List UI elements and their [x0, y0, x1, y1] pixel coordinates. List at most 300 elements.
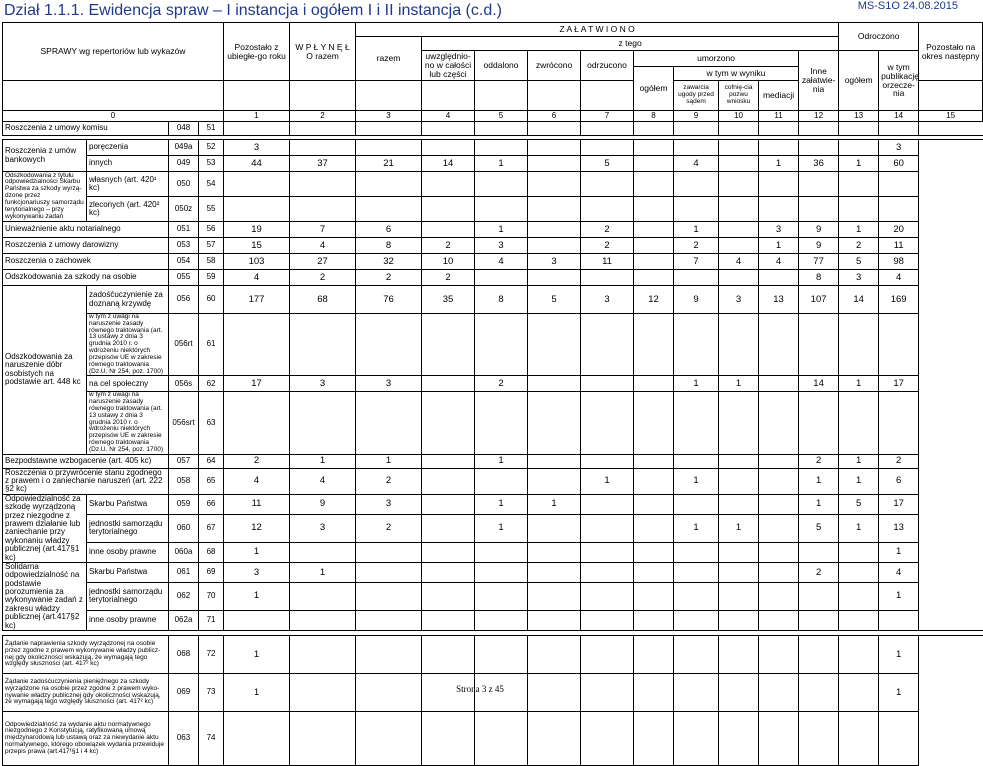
row-group-label: Odszkodowania za naruszenie dóbr osobistych na podstawie art. 448 kc [3, 286, 87, 455]
row-label: własnych (art. 420¹ kc) [87, 172, 169, 197]
cell [674, 636, 719, 674]
cell: 2 [422, 238, 475, 254]
cell [422, 222, 475, 238]
row-code: 050 [169, 172, 199, 197]
col-num: 3 [356, 111, 422, 122]
cell [581, 454, 634, 468]
cell [422, 562, 475, 582]
cell: 5 [581, 156, 634, 172]
table-row [3, 542, 983, 562]
col-publikacje: w tym publikację orzecze-nia [879, 51, 919, 111]
cell [581, 542, 634, 562]
cell: 1 [839, 454, 879, 468]
row-nr: 53 [199, 156, 224, 172]
table-row [3, 238, 983, 254]
col-umorz-ogolem: ogółem [634, 67, 674, 111]
cell: 4 [475, 254, 528, 270]
cell: 60 [879, 156, 919, 172]
cell [290, 542, 356, 562]
table-row [3, 197, 983, 222]
cell [719, 454, 759, 468]
row-code: 060 [169, 515, 199, 543]
row-label: zadośćuczynienie za doznaną krzywdę [87, 286, 169, 314]
cell: 3 [581, 286, 634, 314]
cell [634, 222, 674, 238]
cell: 17 [224, 376, 290, 392]
cell: 1 [719, 515, 759, 543]
row-nr: 61 [199, 314, 224, 376]
cell [356, 562, 422, 582]
cell [581, 583, 634, 611]
cell: 20 [879, 222, 919, 238]
cell: 1 [719, 376, 759, 392]
col-num: 15 [919, 111, 983, 122]
cell [422, 140, 475, 156]
cell [839, 140, 879, 156]
cell: 4 [290, 468, 356, 494]
cell: 19 [224, 222, 290, 238]
cell: 1 [475, 494, 528, 514]
cell [475, 583, 528, 611]
cell [719, 562, 759, 582]
cell: 1 [674, 222, 719, 238]
row-nr: 59 [199, 270, 224, 286]
row-nr: 62 [199, 376, 224, 392]
cell: 2 [224, 454, 290, 468]
cell: 103 [224, 254, 290, 270]
cell [528, 562, 581, 582]
cell [719, 140, 759, 156]
cell [475, 636, 528, 674]
cell [581, 494, 634, 514]
col-pozostalo-nast: Pozostało na okres następny [919, 23, 983, 81]
cell [839, 562, 879, 582]
col-num: 7 [581, 111, 634, 122]
col-odr-ogolem: ogółem [839, 51, 879, 111]
table-row [3, 454, 983, 468]
cell [528, 222, 581, 238]
row-nr: 68 [199, 542, 224, 562]
cell [634, 562, 674, 582]
row-label: jednostki samorządu terytorialnego [87, 583, 169, 611]
cell: 2 [356, 515, 422, 543]
col-num: 10 [719, 111, 759, 122]
cell [799, 636, 839, 674]
cell: 3 [290, 515, 356, 543]
cell [719, 468, 759, 494]
cell: 1 [224, 674, 290, 712]
cell: 77 [799, 254, 839, 270]
cell [634, 468, 674, 494]
row-nr: 51 [199, 122, 224, 136]
cell: 3 [475, 238, 528, 254]
cell [290, 583, 356, 611]
row-label: w tym z uwagi na naruszenie zasady równego traktowania (art. 13 ustawy z dnia 3 grudnia 2010 r. o wdrożeniu niektórych przepisów UE w zakresie równego traktowania (Dz.U. Nr 254, poz. 1700) [87, 314, 169, 376]
row-nr: 52 [199, 140, 224, 156]
cell: 11 [879, 238, 919, 254]
ewidencja-table [2, 22, 983, 766]
cell: 1 [799, 494, 839, 514]
col-num: 8 [634, 111, 674, 122]
col-inne: Inne załatwie-nia [799, 51, 839, 111]
cell: 2 [581, 238, 634, 254]
cell: 27 [290, 254, 356, 270]
cell: 2 [799, 454, 839, 468]
cell: 15 [224, 238, 290, 254]
cell [674, 494, 719, 514]
cell [634, 515, 674, 543]
cell: 1 [290, 562, 356, 582]
cell [634, 454, 674, 468]
row-label: Bezpodstawne wzbogacenie (art. 405 kc) [3, 454, 169, 468]
row-label: Żądanie zadośćuczynienia pieniężnego za szkody wyrządzone na osobie przez zgodne z prawem wyko-nywanie władzy publicznej gdy okoliczności wskazują, że wymagają tego względy słuszności (art. 417² kc) [3, 674, 169, 712]
cell: 7 [290, 222, 356, 238]
cell: 4 [224, 270, 290, 286]
cell [674, 583, 719, 611]
table-row [3, 376, 983, 392]
cell [759, 454, 799, 468]
cell [581, 636, 634, 674]
row-code: 056rt [169, 314, 199, 376]
cell [581, 270, 634, 286]
cell [759, 636, 799, 674]
cell [719, 636, 759, 674]
cell [759, 468, 799, 494]
cell [674, 542, 719, 562]
row-code: 062a [169, 610, 199, 630]
cell [356, 542, 422, 562]
cell: 2 [581, 222, 634, 238]
row-nr: 72 [199, 636, 224, 674]
cell: 1 [674, 468, 719, 494]
row-nr: 70 [199, 583, 224, 611]
table-row [3, 270, 983, 286]
row-code: 063 [169, 712, 199, 766]
row-group-label: Odszkodowania z tytułu odpowiedzialności Skarbu Państwa za szkody wyrzą-dzone przez funkcjonariuszy samorządu terytorialnego – przy wykonywaniu zadań [3, 172, 87, 222]
cell [799, 140, 839, 156]
table-row [3, 610, 983, 630]
cell [528, 636, 581, 674]
cell [528, 376, 581, 392]
cell [528, 468, 581, 494]
row-nr: 64 [199, 454, 224, 468]
row-code: 056s [169, 376, 199, 392]
cell: 4 [674, 156, 719, 172]
cell [528, 583, 581, 611]
table-row [3, 140, 983, 156]
col-uwzgledniono: uwzględnio-no w całości lub części [422, 51, 475, 81]
col-oddalono: oddalono [475, 51, 528, 81]
cell [674, 140, 719, 156]
cell: 35 [422, 286, 475, 314]
cell [422, 636, 475, 674]
row-label: Unieważnienie aktu notarialnego [3, 222, 169, 238]
row-nr: 54 [199, 172, 224, 197]
cell [356, 583, 422, 611]
table-row [3, 172, 983, 197]
col-num: 9 [674, 111, 719, 122]
col-odrzucono: odrzucono [581, 51, 634, 81]
cell [759, 140, 799, 156]
cell: 1 [759, 238, 799, 254]
col-pozostalo: Pozostało z ubiegłe-go roku [224, 23, 290, 81]
cell: 13 [759, 286, 799, 314]
row-label: Roszczenia z umowy darowizny [3, 238, 169, 254]
cell [634, 254, 674, 270]
cell: 6 [879, 468, 919, 494]
cell: 9 [799, 222, 839, 238]
cell [422, 583, 475, 611]
cell [475, 468, 528, 494]
row-group-label: Odpowiedzialność za szkodę wyrządzoną przez niezgodne z prawem działanie lub zaniechanie przy wykonaniu władzy publicznej (art.417§1 kc) [3, 494, 87, 562]
cell: 1 [839, 515, 879, 543]
row-code: 057 [169, 454, 199, 468]
cell: 3 [759, 222, 799, 238]
cell [719, 156, 759, 172]
row-label: Żądanie naprawienia szkody wyrządzonej na osobie przez zgodne z prawem wykonywanie władzy publicz-nej gdy okoliczności wskazują, że wymagają tego względy słuszności (art. 417² kc) [3, 636, 169, 674]
table-row [3, 314, 983, 376]
row-nr: 71 [199, 610, 224, 630]
row-nr: 69 [199, 562, 224, 582]
cell [475, 542, 528, 562]
cell: 1 [475, 156, 528, 172]
row-group-label: Roszczenia z umów bankowych [3, 140, 87, 172]
row-label: w tym z uwagi na naruszenie zasady równego traktowania (art. 13 ustawy z dnia 3 grudnia 2010 r. o wdrożeniu niektórych przepisów UE w zakresie równego traktowania (Dz.U. Nr 254, poz. 1700) [87, 392, 169, 454]
col-num: 12 [799, 111, 839, 122]
row-code: 056srt [169, 392, 199, 454]
cell: 4 [224, 468, 290, 494]
cell [839, 542, 879, 562]
cell [356, 140, 422, 156]
cell [719, 542, 759, 562]
cell: 5 [799, 515, 839, 543]
row-nr: 73 [199, 674, 224, 712]
col-num: 4 [422, 111, 475, 122]
cell: 8 [356, 238, 422, 254]
cell: 3 [356, 494, 422, 514]
cell [759, 562, 799, 582]
cell: 1 [674, 515, 719, 543]
row-nr: 55 [199, 197, 224, 222]
cell: 177 [224, 286, 290, 314]
cell: 2 [839, 238, 879, 254]
cell: 1 [839, 222, 879, 238]
col-sprawy: SPRAWY wg repertoriów lub wykazów [3, 23, 224, 81]
cell [356, 636, 422, 674]
cell [475, 140, 528, 156]
col-z-tego: z tego [422, 37, 839, 51]
col-num: 6 [528, 111, 581, 122]
table-row [3, 156, 983, 172]
cell: 1 [528, 494, 581, 514]
cell: 4 [879, 270, 919, 286]
page-number: Strona 3 z 45 [456, 684, 504, 694]
row-nr: 66 [199, 494, 224, 514]
cell: 3 [224, 562, 290, 582]
cell [528, 542, 581, 562]
cell: 9 [290, 494, 356, 514]
cell [719, 494, 759, 514]
cell [799, 583, 839, 611]
col-num: 2 [290, 111, 356, 122]
row-nr: 74 [199, 712, 224, 766]
table-row [3, 636, 983, 674]
col-num: 13 [839, 111, 879, 122]
cell: 3 [879, 140, 919, 156]
cell: 14 [422, 156, 475, 172]
row-code: 053 [169, 238, 199, 254]
cell: 2 [674, 238, 719, 254]
cell: 2 [422, 270, 475, 286]
cell: 13 [879, 515, 919, 543]
cell [422, 376, 475, 392]
cell: 44 [224, 156, 290, 172]
cell: 2 [799, 562, 839, 582]
row-nr: 58 [199, 254, 224, 270]
cell: 1 [674, 376, 719, 392]
row-label: poręczenia [87, 140, 169, 156]
cell: 4 [879, 562, 919, 582]
table-row [3, 254, 983, 270]
cell: 3 [839, 270, 879, 286]
cell [528, 156, 581, 172]
cell [674, 454, 719, 468]
col-cofniecia: cofnię-cia pozwu wniosku [719, 81, 759, 111]
cell [422, 542, 475, 562]
cell [581, 515, 634, 543]
col-razem: razem [356, 37, 422, 81]
cell: 2 [290, 270, 356, 286]
cell [634, 270, 674, 286]
cell [528, 270, 581, 286]
row-label: zleconych (art. 420² kc) [87, 197, 169, 222]
page-title: Dział 1.1.1. Ewidencja spraw – I instancja i ogółem I i II instancja (c.d.) [4, 2, 502, 19]
col-num: 1 [224, 111, 290, 122]
row-label: Odszkodowania za szkody na osobie [3, 270, 169, 286]
cell [674, 562, 719, 582]
cell: 1 [879, 583, 919, 611]
row-code: 056 [169, 286, 199, 314]
cell [634, 494, 674, 514]
cell: 2 [879, 454, 919, 468]
row-code: 058 [169, 468, 199, 494]
cell [422, 515, 475, 543]
cell: 1 [290, 454, 356, 468]
cell: 3 [224, 140, 290, 156]
cell: 5 [839, 494, 879, 514]
cell [634, 542, 674, 562]
row-nr: 56 [199, 222, 224, 238]
table-row [3, 583, 983, 611]
cell: 8 [799, 270, 839, 286]
cell: 76 [356, 286, 422, 314]
row-label: Roszczenia o przywrócenie stanu zgodnego z prawem i o zaniechanie naruszeń (art. 222 §2 kc) [3, 468, 169, 494]
col-num: 5 [475, 111, 528, 122]
cell [475, 562, 528, 582]
cell [528, 140, 581, 156]
cell [634, 140, 674, 156]
cell: 5 [528, 286, 581, 314]
cell [759, 583, 799, 611]
cell [759, 542, 799, 562]
cell: 17 [879, 494, 919, 514]
col-zawarcia: zawarcia ugody przed sądem [674, 81, 719, 111]
cell: 11 [581, 254, 634, 270]
row-code: 068 [169, 636, 199, 674]
cell [581, 376, 634, 392]
row-code: 051 [169, 222, 199, 238]
cell: 1 [839, 156, 879, 172]
table-row [3, 494, 983, 514]
cell: 1 [356, 454, 422, 468]
table-row [3, 712, 983, 766]
cell [759, 376, 799, 392]
row-group-label: Solidarna odpowiedzialność na podstawie porozumienia za wykonywanie zadań z zakresu władzy publicznej (art.417§2 kc) [3, 562, 87, 630]
cell: 1 [224, 583, 290, 611]
cell: 1 [581, 468, 634, 494]
cell: 2 [356, 468, 422, 494]
row-label: na cel społeczny [87, 376, 169, 392]
cell: 11 [224, 494, 290, 514]
cell: 4 [719, 254, 759, 270]
row-label: Skarbu Państwa [87, 494, 169, 514]
cell: 14 [799, 376, 839, 392]
cell: 36 [799, 156, 839, 172]
cell: 1 [839, 376, 879, 392]
row-label: innych [87, 156, 169, 172]
cell: 37 [290, 156, 356, 172]
cell: 9 [674, 286, 719, 314]
cell: 4 [759, 254, 799, 270]
row-label: Roszczenia o zachowek [3, 254, 169, 270]
cell: 1 [799, 468, 839, 494]
cell [475, 270, 528, 286]
cell: 1 [879, 636, 919, 674]
row-code: 054 [169, 254, 199, 270]
col-wplynelo: W P Ł Y N Ę Ł O razem [290, 23, 356, 81]
row-label: Skarbu Państwa [87, 562, 169, 582]
cell [674, 270, 719, 286]
row-nr: 67 [199, 515, 224, 543]
cell [634, 156, 674, 172]
cell [839, 636, 879, 674]
cell: 1 [475, 454, 528, 468]
cell: 3 [290, 376, 356, 392]
cell [290, 636, 356, 674]
cell: 1 [879, 542, 919, 562]
cell: 1 [224, 636, 290, 674]
row-code: 048 [169, 122, 199, 136]
cell [528, 238, 581, 254]
cell [422, 454, 475, 468]
cell: 1 [839, 468, 879, 494]
cell [719, 583, 759, 611]
row-code: 055 [169, 270, 199, 286]
row-nr: 57 [199, 238, 224, 254]
col-odroczono: Odroczono [839, 23, 919, 51]
cell: 107 [799, 286, 839, 314]
cell [759, 515, 799, 543]
cell: 2 [475, 376, 528, 392]
cell [581, 562, 634, 582]
cell: 1 [475, 515, 528, 543]
cell: 3 [719, 286, 759, 314]
cell: 14 [839, 286, 879, 314]
cell [839, 583, 879, 611]
cell [799, 542, 839, 562]
table-row [3, 515, 983, 543]
col-zalatwiono: Z A Ł A T W I O N O [356, 23, 839, 37]
